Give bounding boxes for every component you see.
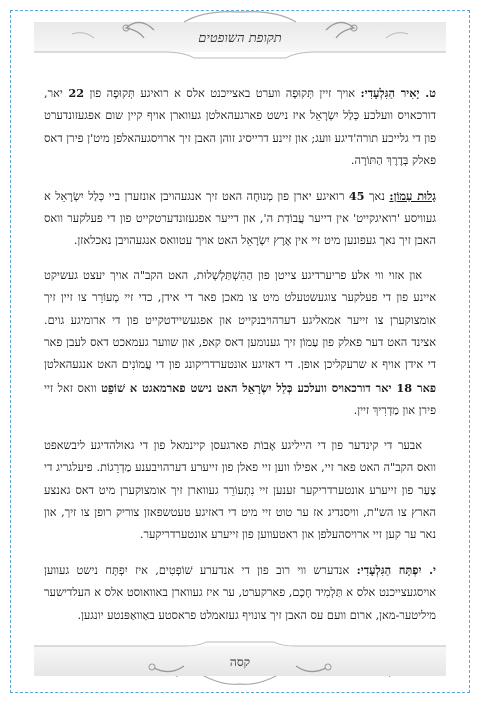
paragraph-lead: י. יִפְתָּח הַגִּלְעָדִי:: [356, 562, 436, 577]
document-body: [44, 82, 436, 637]
emphasis-number: 22: [68, 86, 85, 100]
paragraph-amon-oppression: [44, 265, 436, 423]
header-ornament: [34, 8, 446, 62]
emphasis-number: 45: [348, 188, 365, 203]
paragraph-text: נאך: [364, 189, 390, 203]
paragraph-teshuva: [44, 435, 436, 547]
paragraph-lead: ט. יָאִיר הַגִּלְעָדִי:: [360, 86, 436, 100]
paragraph-yair: [44, 82, 436, 173]
paragraph-text: און אזוי ווי אלע פריערדיגע צייטן פון הַהִשְׁתַּלְשְׁלוּת, האט הקב"ה אויך יעצט געשיקט איינע פון די פעלקער צוגעשטעלט מיט צו מאכן פאר די אידן, כדי זיי מְעוֹרֵר צו זיין זיך אומצוקערן צו זייער אמאליגע דערהויבנקייט און אפגעשיידטקייט פון די ארומיגע גוים. אצינד האט דער פאלק פון עַמוֹן זיך גענומען דאס קאפ, און שווער געמאכט דאס לעבן פאר די אידן אויף א שרעקליכן אופן. די דאזיגע אונטערדריקונג פון די עֲמוֹנִים האט אנגעהאלטן: [44, 268, 436, 372]
paragraph-text: אויך זיין תְּקוּפָה ווערט באצייכנט אלס א רואיגע תְּקוּפָה פון: [84, 87, 361, 100]
paragraph-text: יאר, דורכאויס וועלכע כְּלַל יִשְׂרָאֵל איז נישט פארגעהאלטן געווארן אויף קיין שום אפגעזונדערט פון די גלייכע תורה'דיגע וועג; און זיינע דרייסיג זוהן האבן זיך ארויסגעהאלפן מיט'ן פירן דאס פאלק בְּדֶרֶךְ הַתּוֹרָה.: [44, 87, 436, 168]
paragraph-galus-amon: [44, 185, 436, 253]
paragraph-text: וואס זאל זיי פירן און מַדְרִיךְ זיין.: [44, 381, 436, 418]
paragraph-text: רואיגע יארן פון מְנוּחָה האט זיך אנגעהויבן אונזערן ביי כְּלַל יִשְׂרָאֵל א געוויסע 'רואיגקייט' אין דייער עֲבוֹדַת ה', און דייער אפגעזונדערטקייט פון די פעלקער וואס האבן זיך נאך געפונען מיט זיי אין אֶרֶץ יִשְׂרָאֵל האט אויך עטוואס אנגעהויבן נאכלאזן.: [44, 189, 436, 248]
running-header-title: תקופת השופטים: [198, 31, 282, 46]
page-number: קסה: [229, 655, 251, 669]
paragraph-lead: גָלוּת עַמוֹן:: [389, 188, 436, 203]
paragraph-text: אבער די קינדער פון די הייליגע אָבוֹת פארגעסן קיינמאל פון די גאולהדיגע ליבשאפט וואס הקב"ה האט פאר זיי, אפילו ווען זיי פאלן פון זייערע דערהויבענע מַדְרֵגוֹת. פיעלגריג די צַעַר פון זייערע אונטערדריקער זענען זיי נִתְעוֹרֵר געווארן זיך אומצוקערן מיט דאס גאנצע הארץ צו הש"ת, וויסנדיג אז ער טוט זיי מיט די דאזיגע טעטשפאזן צוריק רופן צו זיך, און נאר ער קען זיי ארויסהעלפן און ראטעווען פון זייערע אונטערדריקער.: [44, 438, 436, 542]
emphasis-text: פאר 18 יאר דורכאויס וועלכע כְּלַל יִשְׂרָאֵל האט נישט פארמאגט א שׁוֹפֵט: [101, 380, 437, 395]
paragraph-text: אנדערש ווי רוב פון די אנדערע שׁוֹפְטִים, איז יִפְתָּח נישט געווען אויסגעצייכנט אלס א תַּלְמִיד חָכָם, פארקערט, ער איז געווארן באוואוסט אלס א העלדישער מיליטער-מאן, ארום וועם עס האבן זיך צונויף געזאמלט פראסטע באַוואַפּנטע יונגען.: [44, 563, 436, 622]
footer-ornament: [34, 640, 446, 690]
paragraph-yiftach: [44, 559, 436, 627]
